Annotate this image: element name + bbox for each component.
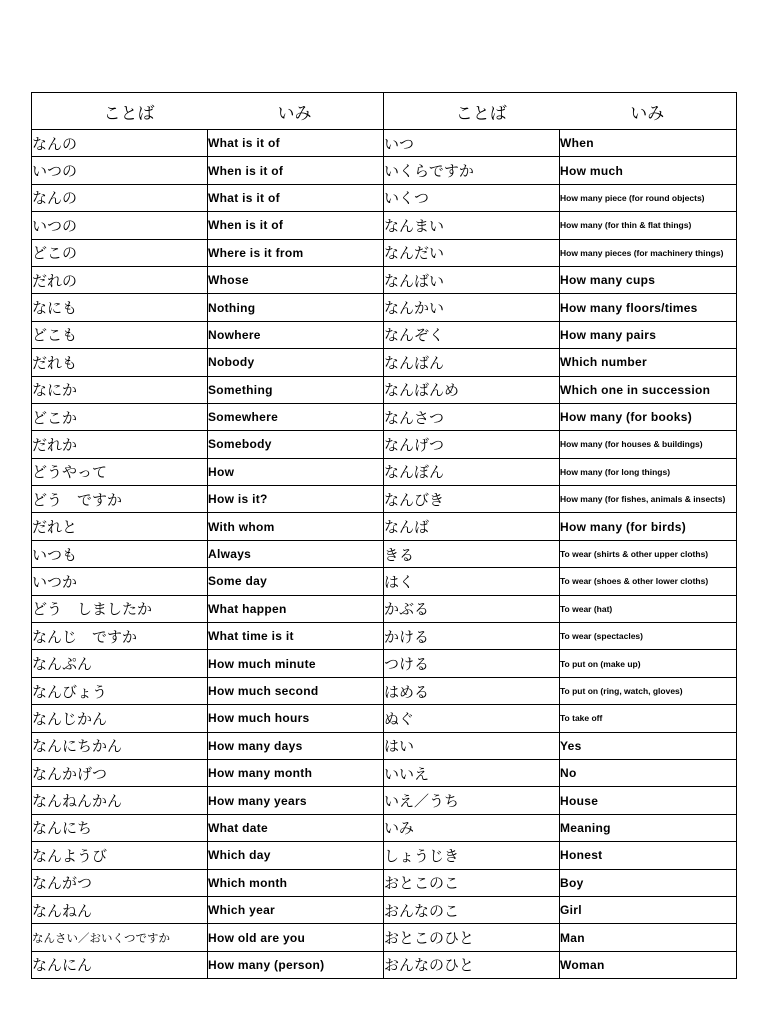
word-right: おんなのこ: [384, 896, 560, 923]
meaning-left: How many years: [208, 787, 384, 814]
meaning-left: Always: [208, 540, 384, 567]
vocabulary-table: [31, 92, 737, 979]
word-left: なにか: [32, 376, 208, 403]
word-left: なんねんかん: [32, 787, 208, 814]
table-row: [32, 869, 737, 896]
table-row: [32, 349, 737, 376]
table-row: [32, 814, 737, 841]
meaning-right: To wear (spectacles): [560, 623, 737, 650]
word-left: だれの: [32, 266, 208, 293]
word-left: いつの: [32, 212, 208, 239]
meaning-right: How many (for fishes, animals & insects): [560, 486, 737, 513]
word-left: いつか: [32, 568, 208, 595]
meaning-right: Woman: [560, 951, 737, 978]
word-right: なんまい: [384, 212, 560, 239]
word-right: いつ: [384, 130, 560, 157]
word-right: おんなのひと: [384, 951, 560, 978]
table-row: [32, 705, 737, 732]
meaning-right: Meaning: [560, 814, 737, 841]
word-left: なんの: [32, 130, 208, 157]
meaning-left: Which year: [208, 896, 384, 923]
table-row: [32, 458, 737, 485]
word-right: いみ: [384, 814, 560, 841]
meaning-right: To wear (shoes & other lower cloths): [560, 568, 737, 595]
word-right: なんさつ: [384, 403, 560, 430]
meaning-right: How many (for long things): [560, 458, 737, 485]
table-row: [32, 540, 737, 567]
table-row: [32, 266, 737, 293]
word-right: かける: [384, 623, 560, 650]
meaning-left: Nowhere: [208, 321, 384, 348]
word-left: なんじ ですか: [32, 623, 208, 650]
word-left: どこの: [32, 239, 208, 266]
meaning-left: Nobody: [208, 349, 384, 376]
word-right: おとこのこ: [384, 869, 560, 896]
meaning-left: What happen: [208, 595, 384, 622]
word-left: だれか: [32, 431, 208, 458]
vocabulary-body: [32, 130, 737, 979]
meaning-right: How many piece (for round objects): [560, 184, 737, 211]
meaning-right: Which number: [560, 349, 737, 376]
meaning-right: When: [560, 130, 737, 157]
word-right: はく: [384, 568, 560, 595]
word-left: なんさい／おいくつですか: [32, 924, 208, 951]
word-left: なんにん: [32, 951, 208, 978]
table-row: [32, 239, 737, 266]
word-left: なんかげつ: [32, 759, 208, 786]
word-right: つける: [384, 650, 560, 677]
word-right: なんばんめ: [384, 376, 560, 403]
meaning-right: House: [560, 787, 737, 814]
meaning-left: Nothing: [208, 294, 384, 321]
word-left: なんの: [32, 184, 208, 211]
meaning-left: How much minute: [208, 650, 384, 677]
word-right: はめる: [384, 677, 560, 704]
word-right: なんげつ: [384, 431, 560, 458]
header-meaning-left: いみ: [277, 103, 312, 124]
meaning-right: How many pairs: [560, 321, 737, 348]
meaning-left: What date: [208, 814, 384, 841]
word-left: なにも: [32, 294, 208, 321]
word-left: どう ですか: [32, 486, 208, 513]
table-row: [32, 924, 737, 951]
table-row: [32, 157, 737, 184]
word-right: なんだい: [384, 239, 560, 266]
meaning-right: How many cups: [560, 266, 737, 293]
meaning-right: To wear (shirts & other upper cloths): [560, 540, 737, 567]
meaning-left: Somewhere: [208, 403, 384, 430]
table-row: [32, 294, 737, 321]
meaning-right: To wear (hat): [560, 595, 737, 622]
meaning-left: Somebody: [208, 431, 384, 458]
word-left: どう しましたか: [32, 595, 208, 622]
word-right: いえ／うち: [384, 787, 560, 814]
word-left: なんがつ: [32, 869, 208, 896]
meaning-left: When is it of: [208, 212, 384, 239]
meaning-right: Honest: [560, 842, 737, 869]
word-right: なんかい: [384, 294, 560, 321]
meaning-right: How many pieces (for machinery things): [560, 239, 737, 266]
meaning-left: What is it of: [208, 130, 384, 157]
meaning-left: How many (person): [208, 951, 384, 978]
meaning-left: How much hours: [208, 705, 384, 732]
word-right: かぶる: [384, 595, 560, 622]
word-right: おとこのひと: [384, 924, 560, 951]
word-right: なんばい: [384, 266, 560, 293]
table-row: [32, 212, 737, 239]
header-word-left: ことば: [103, 103, 155, 124]
right-header: [384, 93, 737, 130]
meaning-right: Which one in succession: [560, 376, 737, 403]
word-left: だれと: [32, 513, 208, 540]
word-right: はい: [384, 732, 560, 759]
meaning-right: Girl: [560, 896, 737, 923]
meaning-left: How many days: [208, 732, 384, 759]
word-left: どうやって: [32, 458, 208, 485]
meaning-right: No: [560, 759, 737, 786]
word-right: なんぼん: [384, 458, 560, 485]
meaning-left: What time is it: [208, 623, 384, 650]
table-row: [32, 513, 737, 540]
meaning-right: How many (for houses & buildings): [560, 431, 737, 458]
table-header-row: [32, 93, 737, 130]
meaning-left: Which month: [208, 869, 384, 896]
table-row: [32, 321, 737, 348]
word-left: なんにち: [32, 814, 208, 841]
word-left: どこも: [32, 321, 208, 348]
word-left: なんじかん: [32, 705, 208, 732]
table-row: [32, 568, 737, 595]
word-left: なんにちかん: [32, 732, 208, 759]
word-left: だれも: [32, 349, 208, 376]
table-row: [32, 431, 737, 458]
meaning-left: Something: [208, 376, 384, 403]
table-row: [32, 376, 737, 403]
word-right: ぬぐ: [384, 705, 560, 732]
table-row: [32, 650, 737, 677]
table-row: [32, 403, 737, 430]
header-word-right: ことば: [455, 103, 507, 124]
meaning-left: What is it of: [208, 184, 384, 211]
word-left: なんぷん: [32, 650, 208, 677]
word-left: なんねん: [32, 896, 208, 923]
meaning-left: How is it?: [208, 486, 384, 513]
word-left: いつも: [32, 540, 208, 567]
meaning-left: Which day: [208, 842, 384, 869]
word-right: いくらですか: [384, 157, 560, 184]
table-row: [32, 732, 737, 759]
meaning-left: With whom: [208, 513, 384, 540]
table-row: [32, 842, 737, 869]
word-right: なんば: [384, 513, 560, 540]
word-right: きる: [384, 540, 560, 567]
word-right: なんびき: [384, 486, 560, 513]
meaning-right: How many (for thin & flat things): [560, 212, 737, 239]
meaning-right: How many (for birds): [560, 513, 737, 540]
word-left: いつの: [32, 157, 208, 184]
meaning-left: How old are you: [208, 924, 384, 951]
meaning-left: How much second: [208, 677, 384, 704]
word-left: なんようび: [32, 842, 208, 869]
table-row: [32, 130, 737, 157]
word-left: どこか: [32, 403, 208, 430]
meaning-right: Man: [560, 924, 737, 951]
table-row: [32, 184, 737, 211]
meaning-right: To put on (ring, watch, gloves): [560, 677, 737, 704]
table-row: [32, 623, 737, 650]
word-right: なんぞく: [384, 321, 560, 348]
table-row: [32, 677, 737, 704]
meaning-right: To take off: [560, 705, 737, 732]
meaning-left: When is it of: [208, 157, 384, 184]
word-right: いいえ: [384, 759, 560, 786]
meaning-left: Whose: [208, 266, 384, 293]
word-left: なんびょう: [32, 677, 208, 704]
meaning-left: How: [208, 458, 384, 485]
table-row: [32, 896, 737, 923]
meaning-right: Boy: [560, 869, 737, 896]
word-right: しょうじき: [384, 842, 560, 869]
meaning-left: Where is it from: [208, 239, 384, 266]
table-row: [32, 951, 737, 978]
header-meaning-right: いみ: [630, 103, 665, 124]
meaning-right: Yes: [560, 732, 737, 759]
table-row: [32, 486, 737, 513]
word-right: いくつ: [384, 184, 560, 211]
meaning-right: How many floors/times: [560, 294, 737, 321]
left-header: [32, 93, 384, 130]
meaning-left: Some day: [208, 568, 384, 595]
word-right: なんばん: [384, 349, 560, 376]
meaning-right: How many (for books): [560, 403, 737, 430]
meaning-left: How many month: [208, 759, 384, 786]
meaning-right: To put on (make up): [560, 650, 737, 677]
table-row: [32, 759, 737, 786]
meaning-right: How much: [560, 157, 737, 184]
table-row: [32, 595, 737, 622]
table-row: [32, 787, 737, 814]
